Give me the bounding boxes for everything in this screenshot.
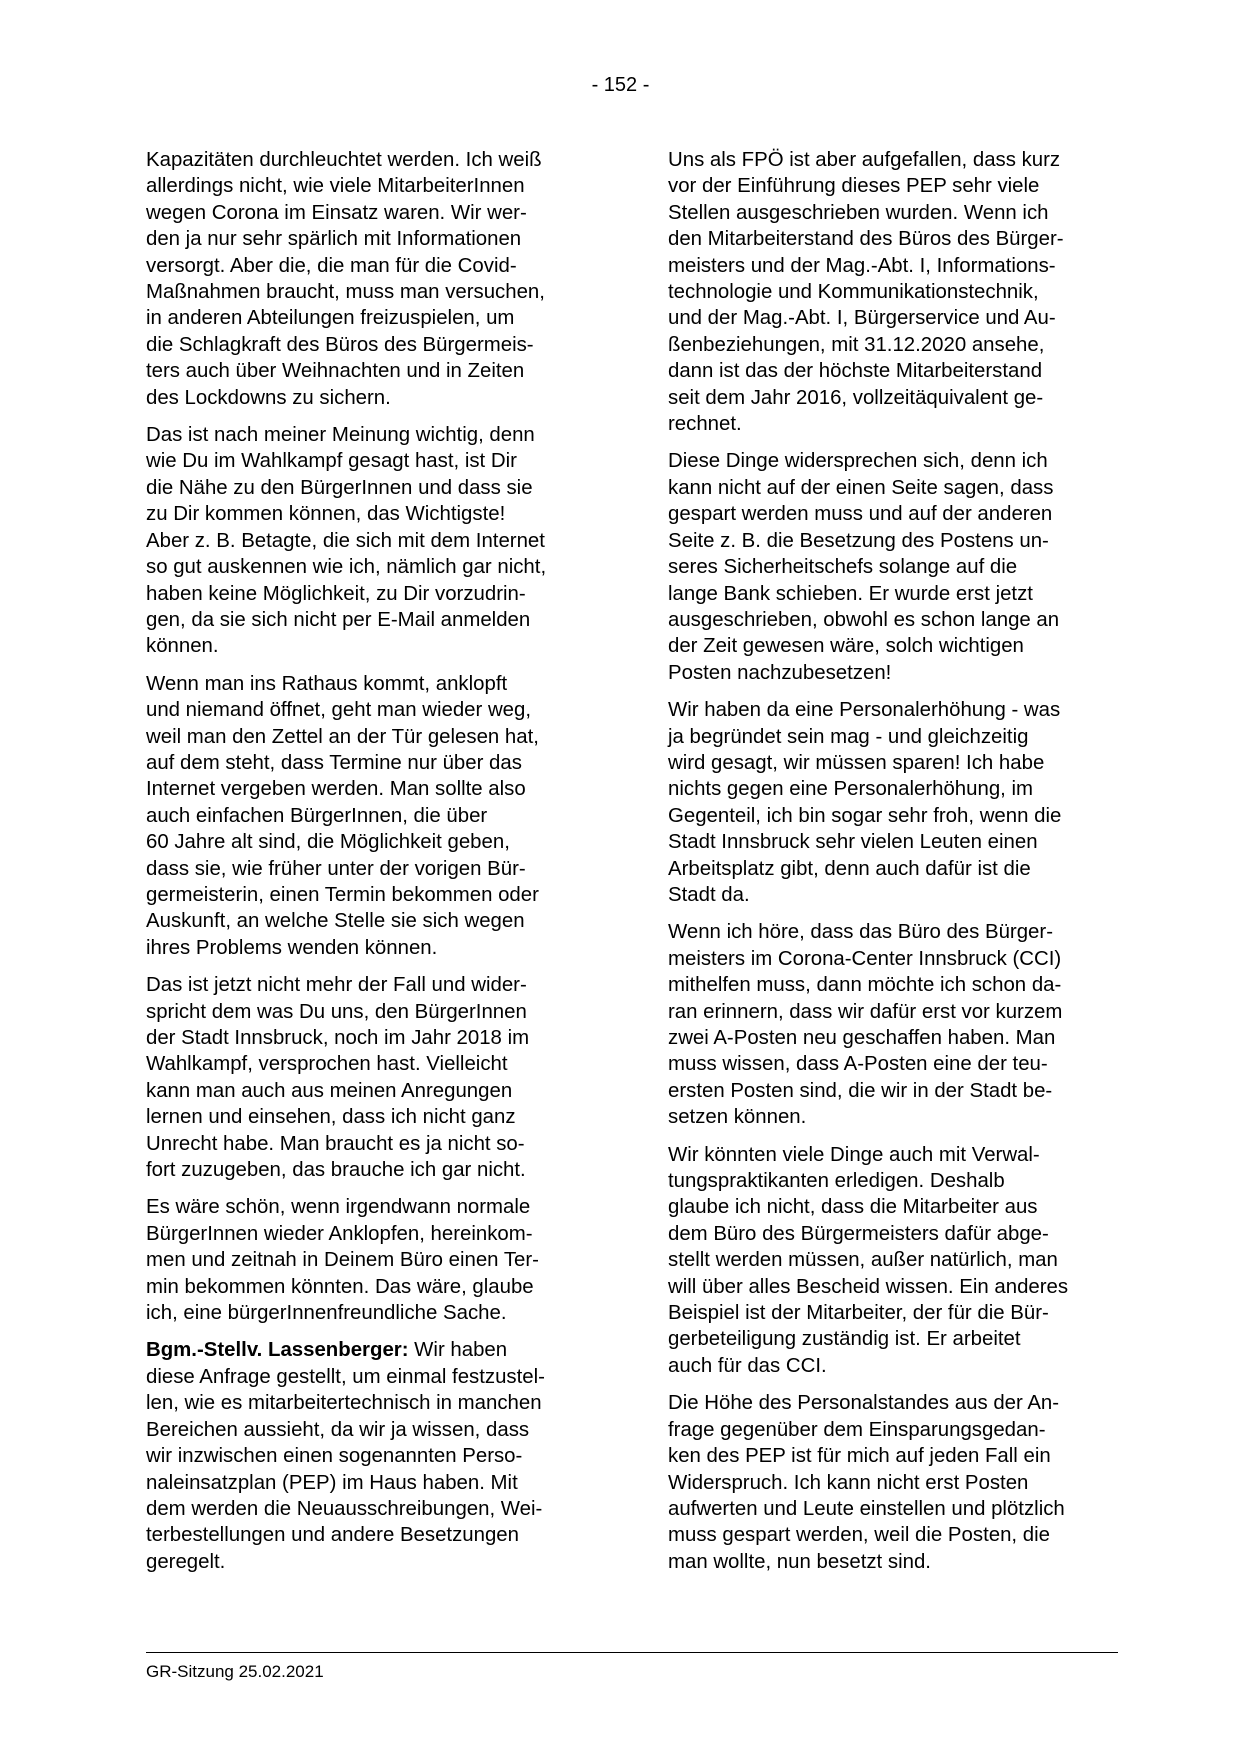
text-line: man wollte, nun besetzt sind.	[668, 1550, 931, 1573]
text-line: dass sie, wie früher unter der vorigen Bür-	[146, 857, 526, 880]
text-line: allerdings nicht, wie viele MitarbeiterInnen	[146, 175, 525, 198]
text-line: Es wäre schön, wenn irgendwann normale	[146, 1196, 531, 1219]
text-line: wegen Corona im Einsatz waren. Wir wer-	[146, 201, 527, 224]
text-line: geregelt.	[146, 1550, 226, 1573]
speaker-text: Wir haben	[408, 1339, 508, 1362]
text-line: rechnet.	[668, 413, 742, 436]
text-line: Widerspruch. Ich kann nicht erst Posten	[668, 1471, 1029, 1494]
text-line: kann man auch aus meinen Anregungen	[146, 1079, 513, 1102]
text-line: ters auch über Weihnachten und in Zeiten	[146, 360, 525, 383]
text-line: Posten nachzubesetzen!	[668, 661, 892, 684]
text-line: dem Büro des Bürgermeisters dafür abge-	[668, 1222, 1049, 1245]
paragraph	[668, 1142, 1128, 1380]
text-line: Wahlkampf, versprochen hast. Vielleicht	[146, 1053, 508, 1076]
text-line: gerbeteiligung zuständig ist. Er arbeitet	[668, 1328, 1021, 1351]
paragraph	[146, 1194, 606, 1326]
text-line: naleinsatzplan (PEP) im Haus haben. Mit	[146, 1471, 518, 1494]
paragraph	[146, 1337, 606, 1575]
text-line: ihres Problems wenden können.	[146, 936, 438, 959]
paragraph	[668, 919, 1128, 1130]
text-line: Auskunft, an welche Stelle sie sich wegen	[146, 910, 525, 933]
text-line: weil man den Zettel an der Tür gelesen hat,	[146, 725, 539, 748]
text-line: Das ist jetzt nicht mehr der Fall und wider-	[146, 974, 527, 997]
text-line: Wenn ich höre, dass das Büro des Bürger-	[668, 921, 1053, 944]
text-line: Aber z. B. Betagte, die sich mit dem Internet	[146, 529, 545, 552]
text-line: 60 Jahre alt sind, die Möglichkeit geben,	[146, 831, 510, 854]
text-line: ja begründet sein mag - und gleichzeitig	[668, 725, 1029, 748]
text-line: und der Mag.-Abt. I, Bürgerservice und Au-	[668, 307, 1056, 330]
text-line: der Zeit gewesen wäre, solch wichtigen	[668, 635, 1024, 658]
text-line: die Schlagkraft des Büros des Bürgermeis-	[146, 333, 534, 356]
text-line: Internet vergeben werden. Man sollte also	[146, 778, 526, 801]
text-line: Beispiel ist der Mitarbeiter, der für die Bür-	[668, 1302, 1049, 1325]
text-line: wie Du im Wahlkampf gesagt hast, ist Dir	[146, 450, 517, 473]
text-line: ran erinnern, dass wir dafür erst vor kurzem	[668, 1000, 1063, 1023]
text-line: ßenbeziehungen, mit 31.12.2020 ansehe,	[668, 333, 1045, 356]
text-line: seit dem Jahr 2016, vollzeitäquivalent ge-	[668, 386, 1044, 409]
text-line: lernen und einsehen, dass ich nicht ganz	[146, 1106, 516, 1129]
text-line: Unrecht habe. Man braucht es ja nicht so-	[146, 1132, 525, 1155]
text-line: min bekommen könnten. Das wäre, glaube	[146, 1275, 534, 1298]
text-line: wird gesagt, wir müssen sparen! Ich habe	[668, 751, 1045, 774]
speaker-name: Bgm.-Stellv. Lassenberger:	[146, 1339, 409, 1362]
text-line: ersten Posten sind, die wir in der Stadt be-	[668, 1079, 1053, 1102]
paragraph	[146, 147, 606, 411]
text-line: Stadt da.	[668, 883, 750, 906]
paragraph	[146, 422, 606, 660]
text-line: meisters im Corona-Center Innsbruck (CCI)	[668, 947, 1062, 970]
text-line: meisters und der Mag.-Abt. I, Informations-	[668, 254, 1056, 277]
text-line: Uns als FPÖ ist aber aufgefallen, dass kurz	[668, 149, 1061, 171]
text-line: Das ist nach meiner Meinung wichtig, denn	[146, 424, 535, 447]
text-line: ken des PEP ist für mich auf jeden Fall ein	[668, 1445, 1051, 1468]
text-line: technologie und Kommunikationstechnik,	[668, 281, 1039, 304]
text-line: Bereichen aussieht, da wir ja wissen, dass	[146, 1418, 530, 1441]
footer-divider	[146, 1652, 1118, 1653]
right-column	[668, 147, 1128, 1586]
text-line: stellt werden müssen, außer natürlich, man	[668, 1249, 1058, 1272]
text-line: ausgeschrieben, obwohl es schon lange an	[668, 608, 1060, 631]
text-line: Wenn man ins Rathaus kommt, anklopft	[146, 672, 508, 695]
text-line: glaube ich nicht, dass die Mitarbeiter aus	[668, 1196, 1038, 1219]
text-line: dann ist das der höchste Mitarbeiterstand	[668, 360, 1043, 383]
text-line: nichts gegen eine Personalerhöhung, im	[668, 778, 1034, 801]
text-line: Seite z. B. die Besetzung des Postens un-	[668, 529, 1049, 552]
text-line: Maßnahmen braucht, muss man versuchen,	[146, 281, 545, 304]
text-line: will über alles Bescheid wissen. Ein anderes	[668, 1275, 1069, 1298]
text-line: Wir könnten viele Dinge auch mit Verwal-	[668, 1143, 1040, 1166]
text-line: ich, eine bürgerInnenfreundliche Sache.	[146, 1302, 507, 1325]
text-line: diese Anfrage gestellt, um einmal festzustel-	[146, 1365, 545, 1388]
paragraph	[668, 1390, 1128, 1575]
text-line: Gegenteil, ich bin sogar sehr froh, wenn die	[668, 804, 1062, 827]
text-line: wir inzwischen einen sogenannten Perso-	[146, 1445, 523, 1468]
text-line: versorgt. Aber die, die man für die Covid-	[146, 254, 517, 277]
text-line: die Nähe zu den BürgerInnen und dass sie	[146, 476, 533, 499]
footer-session-date: GR-Sitzung 25.02.2021	[146, 1662, 324, 1681]
text-line: auch einfachen BürgerInnen, die über	[146, 804, 488, 827]
text-line: haben keine Möglichkeit, zu Dir vorzudrin-	[146, 582, 526, 605]
text-line: terbestellungen und andere Besetzungen	[146, 1524, 519, 1547]
text-line: muss gespart werden, weil die Posten, die	[668, 1524, 1050, 1547]
text-line	[146, 1337, 606, 1363]
text-line: des Lockdowns zu sichern.	[146, 386, 391, 409]
text-line: Stellen ausgeschrieben wurden. Wenn ich	[668, 201, 1049, 224]
text-line: den ja nur sehr spärlich mit Informationen	[146, 228, 522, 251]
paragraph	[668, 448, 1128, 686]
text-line: spricht dem was Du uns, den BürgerInnen	[146, 1000, 527, 1023]
text-line: Stadt Innsbruck sehr vielen Leuten einen	[668, 831, 1038, 854]
text-line: gen, da sie sich nicht per E-Mail anmelden	[146, 608, 531, 631]
text-line: BürgerInnen wieder Anklopfen, hereinkom-	[146, 1222, 533, 1245]
left-column	[146, 147, 606, 1586]
text-line: germeisterin, einen Termin bekommen oder	[146, 883, 539, 906]
text-line: Wir haben da eine Personalerhöhung - was	[668, 699, 1061, 722]
text-line: setzen können.	[668, 1106, 807, 1129]
text-line: so gut auskennen wie ich, nämlich gar nicht,	[146, 556, 547, 579]
page-number: - 152 -	[591, 74, 650, 96]
text-line: in anderen Abteilungen freizuspielen, um	[146, 307, 515, 330]
text-line: den Mitarbeiterstand des Büros des Bürger-	[668, 228, 1064, 251]
text-line: len, wie es mitarbeitertechnisch in manchen	[146, 1392, 542, 1415]
text-line: auf dem steht, dass Termine nur über das	[146, 751, 522, 774]
text-line: vor der Einführung dieses PEP sehr viele	[668, 175, 1040, 198]
text-line: Die Höhe des Personalstandes aus der An-	[668, 1392, 1060, 1415]
text-line: men und zeitnah in Deinem Büro einen Ter-	[146, 1249, 539, 1272]
text-line: können.	[146, 635, 219, 658]
text-line: frage gegenüber dem Einsparungsgedan-	[668, 1418, 1046, 1441]
text-line: mithelfen muss, dann möchte ich schon da-	[668, 974, 1062, 997]
text-line: zwei A-Posten neu geschaffen haben. Man	[668, 1027, 1056, 1049]
text-line: Arbeitsplatz gibt, denn auch dafür ist die	[668, 857, 1031, 880]
paragraph	[146, 972, 606, 1183]
paragraph	[668, 697, 1128, 908]
text-line: der Stadt Innsbruck, noch im Jahr 2018 im	[146, 1027, 530, 1049]
text-line: kann nicht auf der einen Seite sagen, dass	[668, 476, 1054, 499]
text-line: gespart werden muss und auf der anderen	[668, 503, 1053, 526]
paragraph	[146, 671, 606, 961]
text-line: muss wissen, dass A-Posten eine der teu-	[668, 1053, 1048, 1076]
text-line: aufwerten und Leute einstellen und plötzlich	[668, 1497, 1065, 1520]
text-line: lange Bank schieben. Er wurde erst jetzt	[668, 582, 1033, 605]
text-line: tungspraktikanten erledigen. Deshalb	[668, 1170, 1005, 1193]
text-line: auch für das CCI.	[668, 1354, 827, 1377]
text-line: und niemand öffnet, geht man wieder weg,	[146, 699, 532, 722]
text-line: zu Dir kommen können, das Wichtigste!	[146, 503, 506, 526]
text-line: dem werden die Neuausschreibungen, Wei-	[146, 1497, 543, 1520]
text-line: seres Sicherheitschefs solange auf die	[668, 556, 1018, 579]
text-line: Kapazitäten durchleuchtet werden. Ich weiß	[146, 149, 542, 171]
text-line: Diese Dinge widersprechen sich, denn ich	[668, 450, 1048, 473]
text-line: fort zuzugeben, das brauche ich gar nicht.	[146, 1159, 526, 1182]
paragraph	[668, 147, 1128, 437]
